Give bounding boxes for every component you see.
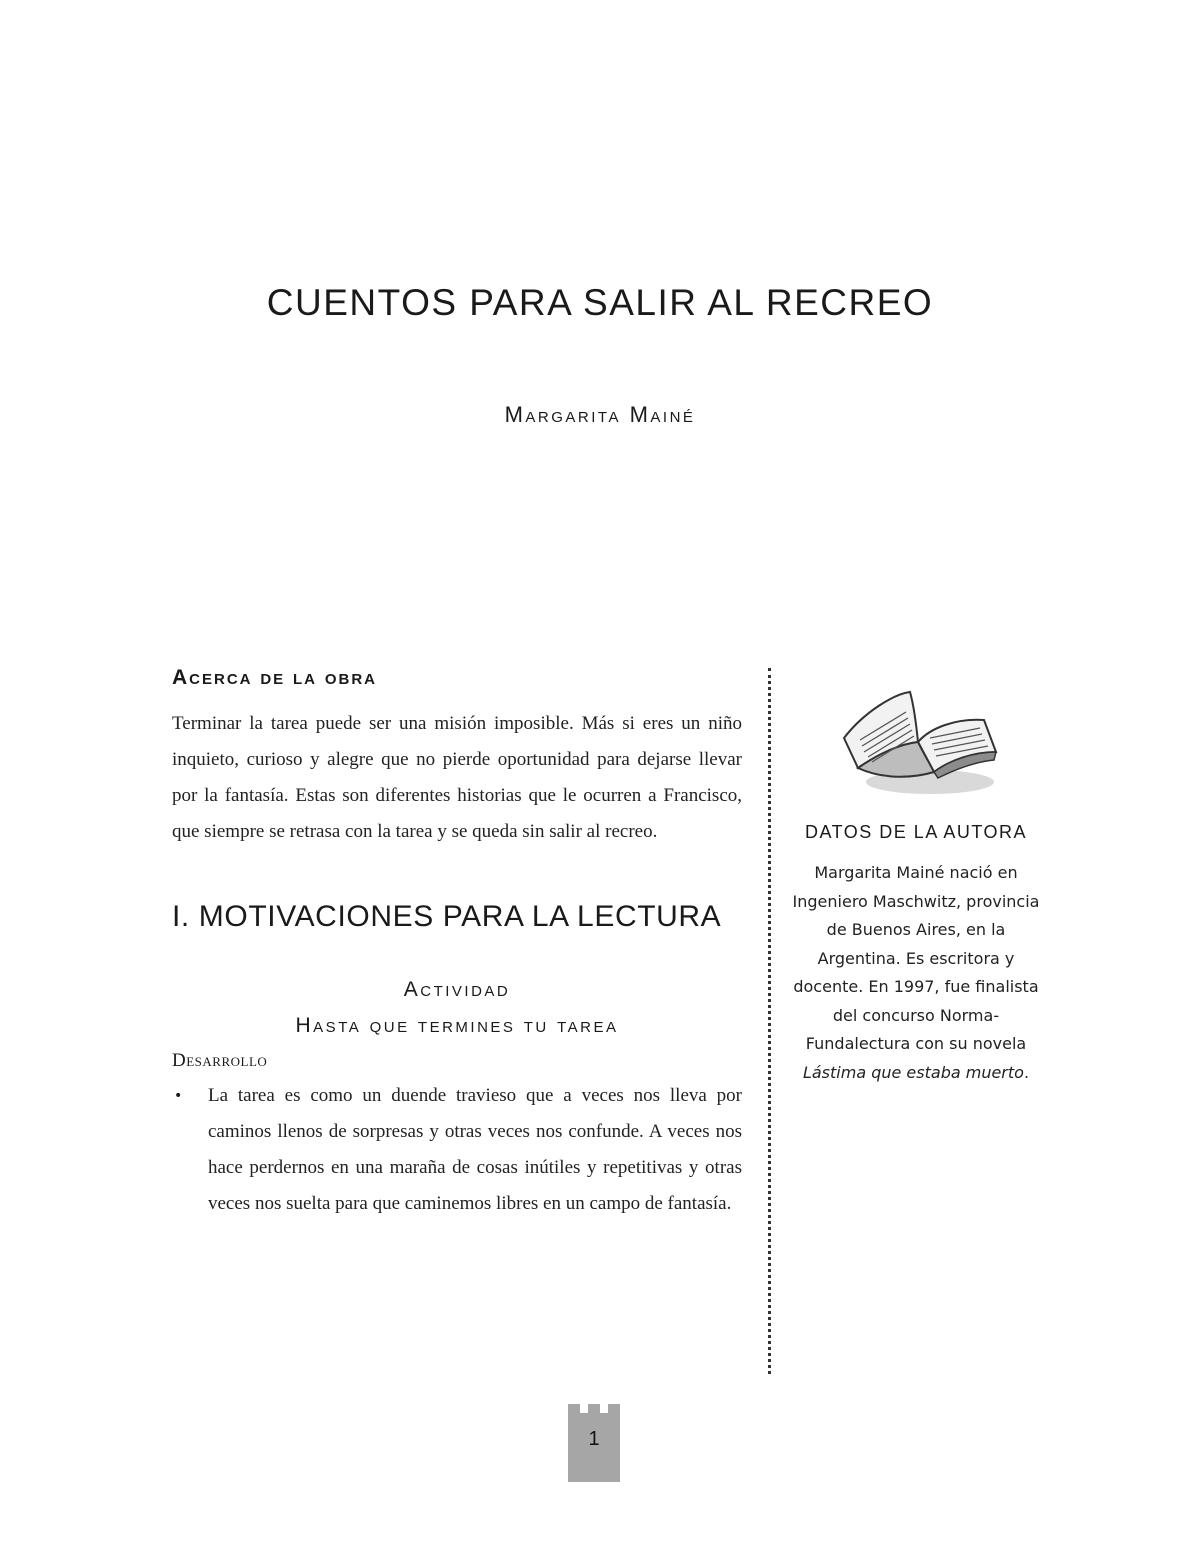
author-bio (792, 859, 1040, 1087)
activity-label: Actividad (403, 978, 511, 1001)
sidebar-heading: DATOS DE LA AUTORA (804, 822, 1028, 842)
activity-title: Hasta que termines tu tarea (295, 1014, 619, 1037)
open-book-icon (834, 682, 1000, 798)
about-paragraph: Terminar la tarea puede ser una misión imposible. Más si eres un niño inquieto, curioso y alegre que no pierde oportunidad para dejarse llevar por la fantasía. Estas son diferentes historias que le ocurren a Francisco, que siempre se retrasa con la tarea y se queda sin salir al recreo. (172, 713, 742, 842)
author-name: Margarita Mainé (504, 402, 696, 427)
novel-title: Lástima que estaba muerto (802, 1062, 1024, 1082)
section-heading: I. MOTIVACIONES PARA LA LECTURA (172, 900, 722, 933)
development-label: Desarrollo (172, 1050, 268, 1071)
bullet-icon: • (174, 1088, 183, 1104)
author-bio-end: . (1023, 1062, 1030, 1082)
list-item (172, 1078, 742, 1222)
page-number: 1 (588, 1428, 600, 1450)
list-item-text: La tarea es como un duende travieso que a veces nos lleva por caminos llenos de sorpresas y otras veces nos confunde. A veces nos hace perdernos en una maraña de cosas inútiles y repetitivas y otras veces nos suelta para que caminemos libres en un campo de fantasía. (208, 1085, 742, 1214)
about-heading: Acerca de la obra (172, 666, 378, 689)
column-divider (768, 668, 771, 1374)
author-sidebar (792, 822, 1040, 1087)
author-bio-text: Margarita Mainé nació en Ingeniero Maschwitz, provincia de Buenos Aires, en la Argentina. Es escritora y docente. En 1997, fue finalista del concurso Norma-Fundalectura con su novela (792, 863, 1040, 1053)
main-column (172, 666, 742, 1222)
document-title: CUENTOS PARA SALIR AL RECREO (266, 282, 934, 323)
activity-header (172, 972, 742, 1044)
